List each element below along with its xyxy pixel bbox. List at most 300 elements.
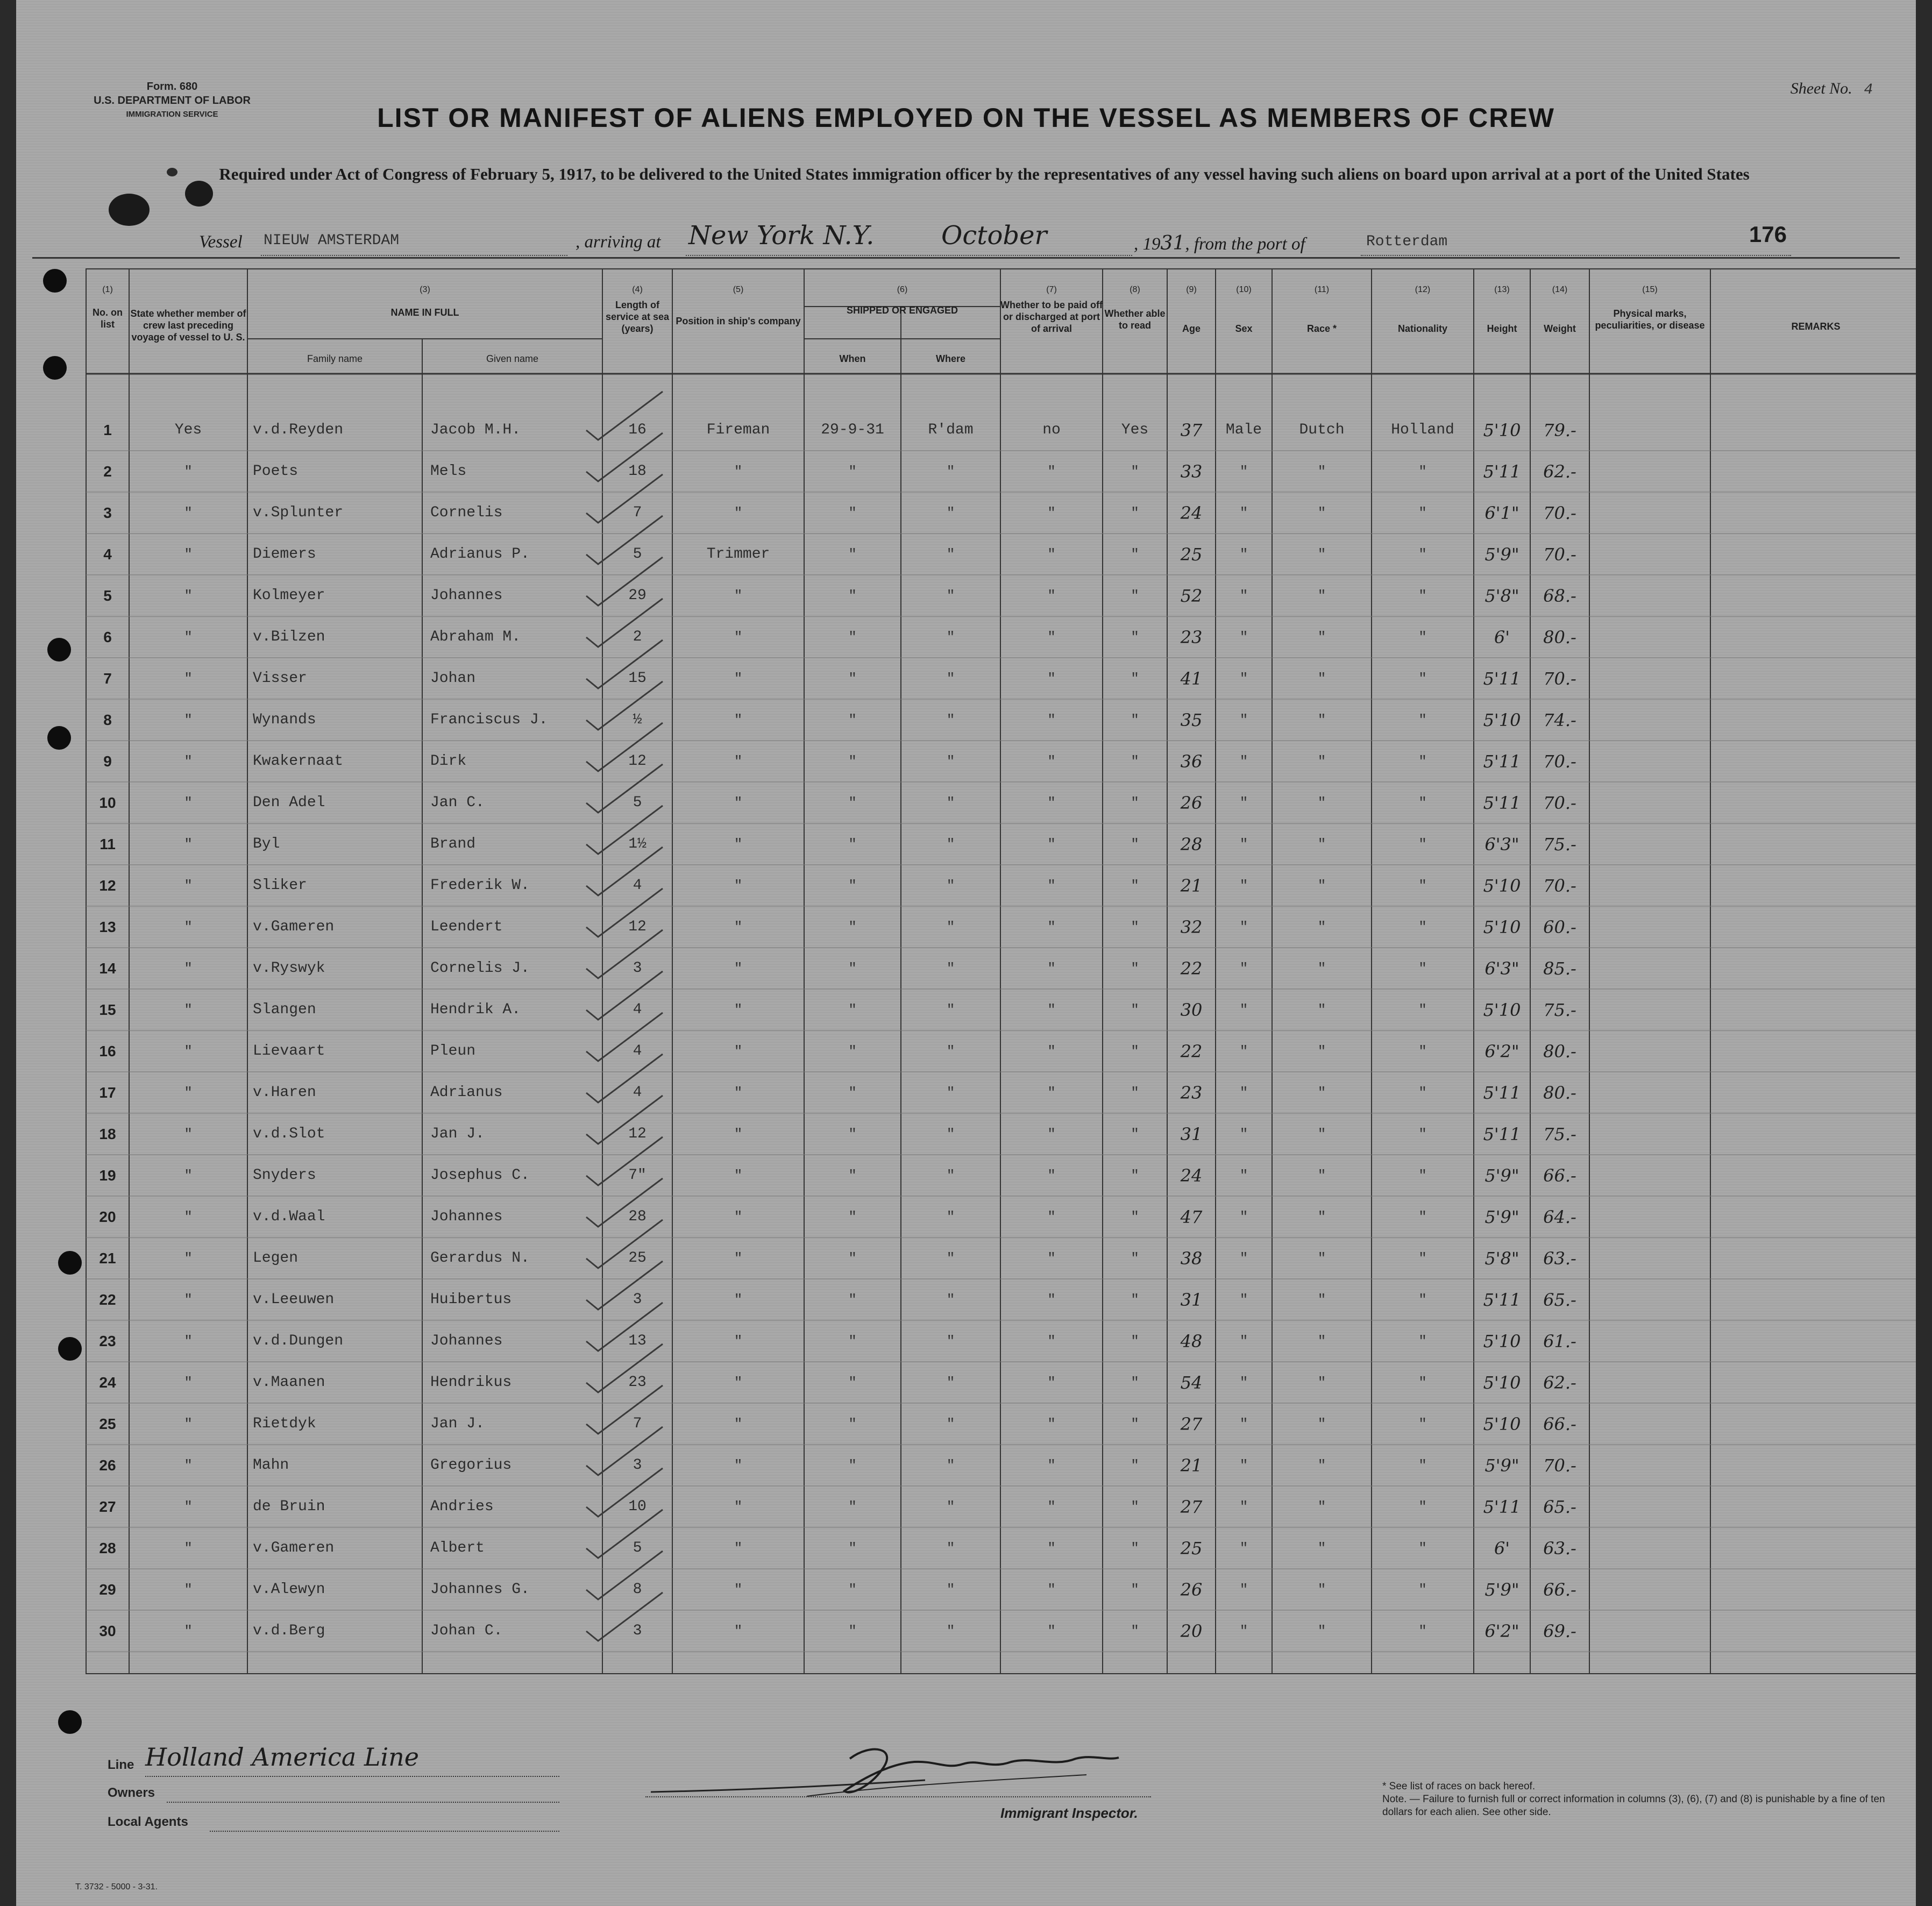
cell-position: "	[734, 1457, 743, 1474]
cell-age: 33	[1180, 461, 1203, 482]
cell-when: "	[848, 1582, 857, 1598]
cell-when: "	[848, 1002, 857, 1018]
cell-read: "	[1131, 1126, 1139, 1142]
cell-race: "	[1317, 961, 1326, 977]
cell-sex: "	[1239, 1416, 1248, 1432]
cell-sex: "	[1239, 588, 1248, 604]
cell-sex: "	[1239, 1292, 1248, 1308]
cell-nationality: "	[1418, 1209, 1427, 1225]
cell-family: v.Splunter	[253, 504, 344, 521]
cell-prev: "	[184, 588, 193, 604]
fine-note: Note. — Failure to furnish full or correct information in columns (3), (6), (7) and (8) is punishable by a fine of ten dollars for each alien. See other side.	[1382, 1794, 1885, 1818]
cell-weight: 70.-	[1543, 793, 1576, 813]
cell-race: "	[1317, 1085, 1326, 1101]
cell-sex: "	[1239, 1209, 1248, 1225]
cell-position: "	[734, 712, 743, 728]
cell-service: 4	[633, 1084, 642, 1101]
cell-nationality: "	[1418, 629, 1427, 645]
cell-age: 21	[1180, 876, 1203, 896]
cell-when: "	[848, 878, 857, 894]
cell-service: 10	[628, 1498, 647, 1515]
cell-nationality: "	[1418, 878, 1427, 894]
cell-race: "	[1317, 1250, 1326, 1267]
col-header-family-name: Family name	[307, 353, 363, 364]
cell-when: "	[848, 1375, 857, 1391]
col-10-number: (10)	[1236, 285, 1252, 294]
cell-when: "	[848, 588, 857, 604]
cell-given: Hendrik A.	[430, 1001, 521, 1018]
cell-weight: 74.-	[1543, 710, 1576, 730]
cell-family: Rietdyk	[253, 1416, 316, 1432]
cell-family: Wynands	[253, 712, 316, 728]
cell-paid-off: "	[1047, 1375, 1056, 1391]
cell-read: Yes	[1121, 422, 1149, 438]
cell-service: 23	[628, 1374, 647, 1391]
cell-position: "	[734, 1499, 743, 1515]
cell-weight: 62.-	[1543, 1372, 1576, 1393]
col-5-number: (5)	[733, 285, 744, 294]
cell-nationality: "	[1418, 919, 1427, 935]
col-8-number: (8)	[1130, 285, 1140, 294]
cell-family: v.Haren	[253, 1084, 316, 1101]
cell-given: Brand	[430, 836, 476, 852]
cell-prev: "	[184, 1126, 193, 1142]
cell-family: v.d.Dungen	[253, 1333, 344, 1349]
cell-paid-off: "	[1047, 878, 1056, 894]
cell-height: 5'10	[1483, 710, 1521, 730]
cell-weight: 63.-	[1543, 1248, 1576, 1269]
col-header-physical-marks: Physical marks, peculiarities, or disease	[1595, 308, 1705, 331]
cell-service: 5	[633, 1540, 642, 1556]
cell-prev: "	[184, 1002, 193, 1018]
cell-prev: "	[184, 1457, 193, 1474]
cell-position: "	[734, 795, 743, 811]
cell-family: Visser	[253, 670, 307, 687]
cell-race: "	[1317, 1209, 1326, 1225]
cell-given: Adrianus	[430, 1084, 503, 1101]
col-header-height: Height	[1487, 323, 1517, 334]
cell-given: Huibertus	[430, 1291, 512, 1308]
row-number: 25	[99, 1416, 116, 1432]
cell-prev: "	[184, 1292, 193, 1308]
cell-service: 18	[628, 463, 647, 480]
cell-given: Jan J.	[430, 1416, 485, 1432]
cell-sex: "	[1239, 753, 1248, 770]
cell-where: "	[946, 1043, 955, 1059]
departure-port: Rotterdam	[1366, 233, 1448, 250]
line-label: Line	[108, 1758, 134, 1772]
cell-read: "	[1131, 1043, 1139, 1059]
cell-nationality: "	[1418, 1623, 1427, 1639]
cell-race: "	[1317, 919, 1326, 935]
cell-race: "	[1317, 671, 1326, 687]
cell-where: "	[946, 505, 955, 521]
cell-given: Johan	[430, 670, 476, 687]
cell-height: 5'11	[1483, 1290, 1521, 1310]
cell-sex: "	[1239, 629, 1248, 645]
service-name: IMMIGRATION SERVICE	[126, 110, 218, 119]
cell-position: "	[734, 1375, 743, 1391]
cell-weight: 75.-	[1543, 834, 1576, 855]
cell-family: Kolmeyer	[253, 587, 325, 604]
row-number: 9	[103, 753, 112, 770]
cell-position: "	[734, 671, 743, 687]
cell-read: "	[1131, 671, 1139, 687]
cell-when: 29-9-31	[821, 422, 884, 438]
cell-service: 12	[628, 1126, 647, 1142]
cell-position: "	[734, 1168, 743, 1184]
cell-height: 5'10	[1483, 1372, 1521, 1393]
cell-sex: "	[1239, 1499, 1248, 1515]
cell-weight: 79.-	[1543, 420, 1576, 440]
col-3-number: (3)	[420, 285, 430, 294]
cell-where: "	[946, 588, 955, 604]
cell-weight: 64.-	[1543, 1207, 1576, 1227]
cell-weight: 70.-	[1543, 668, 1576, 689]
cell-prev: "	[184, 795, 193, 811]
cell-weight: 70.-	[1543, 503, 1576, 523]
cell-prev: "	[184, 1540, 193, 1556]
cell-height: 5'10	[1483, 1331, 1521, 1352]
col-14-number: (14)	[1552, 285, 1568, 294]
cell-sex: "	[1239, 1085, 1248, 1101]
col-header-paid-off: Whether to be paid off or discharged at port of arrival	[1000, 300, 1103, 334]
cell-nationality: Holland	[1391, 422, 1454, 438]
cell-when: "	[848, 1540, 857, 1556]
cell-when: "	[848, 919, 857, 935]
cell-age: 31	[1180, 1290, 1203, 1310]
cell-sex: "	[1239, 1002, 1248, 1018]
cell-sex: "	[1239, 1126, 1248, 1142]
cell-where: "	[946, 712, 955, 728]
cell-where: "	[946, 1209, 955, 1225]
cell-sex: "	[1239, 1168, 1248, 1184]
row-number: 5	[103, 587, 112, 604]
cell-height: 6'	[1494, 1538, 1510, 1559]
row-number: 17	[99, 1084, 116, 1101]
cell-family: v.d.Waal	[253, 1208, 325, 1225]
cell-weight: 68.-	[1543, 586, 1576, 606]
cell-given: Johannes	[430, 587, 503, 604]
col-header-position: Position in ship's company	[676, 316, 801, 326]
col-header-length-of-service: Length of service at sea (years)	[605, 300, 670, 334]
cell-age: 20	[1180, 1621, 1203, 1641]
cell-age: 25	[1180, 544, 1203, 565]
cell-age: 21	[1180, 1455, 1203, 1476]
cell-where: "	[946, 1499, 955, 1515]
arrival-port-handwritten: New York N.Y.	[688, 221, 875, 251]
cell-read: "	[1131, 1209, 1139, 1225]
cell-race: "	[1317, 1416, 1326, 1432]
cell-weight: 70.-	[1543, 751, 1576, 772]
cell-when: "	[848, 546, 857, 563]
cell-nationality: "	[1418, 753, 1427, 770]
cell-where: "	[946, 1416, 955, 1432]
cell-family: v.Leeuwen	[253, 1291, 335, 1308]
cell-given: Cornelis	[430, 504, 503, 521]
col-7-number: (7)	[1046, 285, 1057, 294]
cell-where: "	[946, 1168, 955, 1184]
cell-read: "	[1131, 546, 1139, 563]
cell-age: 52	[1180, 586, 1203, 606]
cell-weight: 85.-	[1543, 958, 1576, 979]
cell-when: "	[848, 712, 857, 728]
cell-given: Josephus C.	[430, 1167, 530, 1184]
cell-position: "	[734, 1043, 743, 1059]
cell-family: Legen	[253, 1250, 299, 1267]
cell-prev: "	[184, 546, 193, 563]
cell-height: 5'8"	[1484, 586, 1519, 606]
cell-age: 25	[1180, 1538, 1203, 1559]
col-header-name-in-full: NAME IN FULL	[390, 307, 459, 318]
cell-nationality: "	[1418, 1126, 1427, 1142]
cell-race: "	[1317, 878, 1326, 894]
cell-service: 5	[633, 546, 642, 563]
cell-family: v.Gameren	[253, 1540, 335, 1556]
row-number: 13	[99, 919, 116, 935]
cell-family: v.d.Reyden	[253, 422, 344, 438]
cell-when: "	[848, 1043, 857, 1059]
cell-weight: 65.-	[1543, 1290, 1576, 1310]
cell-position: "	[734, 836, 743, 852]
cell-paid-off: "	[1047, 671, 1056, 687]
cell-service: 4	[633, 1043, 642, 1059]
cell-race: "	[1317, 546, 1326, 563]
cell-nationality: "	[1418, 1582, 1427, 1598]
col-4-number: (4)	[632, 285, 643, 294]
cell-weight: 75.-	[1543, 1124, 1576, 1144]
cell-position: "	[734, 1209, 743, 1225]
cell-family: Mahn	[253, 1457, 289, 1474]
cell-prev: "	[184, 629, 193, 645]
cell-paid-off: "	[1047, 1499, 1056, 1515]
inspector-signature	[645, 1743, 1183, 1807]
cell-service: 1½	[628, 836, 647, 852]
cell-service: 7	[633, 1416, 642, 1432]
cell-position: "	[734, 1540, 743, 1556]
cell-weight: 70.-	[1543, 876, 1576, 896]
cell-sex: "	[1239, 961, 1248, 977]
cell-position: "	[734, 464, 743, 480]
cell-paid-off: "	[1047, 588, 1056, 604]
cell-race: "	[1317, 1333, 1326, 1349]
cell-position: "	[734, 961, 743, 977]
cell-position: "	[734, 505, 743, 521]
cell-where: "	[946, 1126, 955, 1142]
col-header-able-to-read: Whether able to read	[1104, 308, 1166, 331]
cell-service: 8	[633, 1581, 642, 1598]
col-12-number: (12)	[1415, 285, 1431, 294]
cell-height: 5'11	[1483, 1124, 1521, 1144]
cell-service: 29	[628, 587, 647, 604]
cell-age: 26	[1180, 793, 1203, 813]
cell-paid-off: "	[1047, 1582, 1056, 1598]
cell-where: "	[946, 1375, 955, 1391]
cell-nationality: "	[1418, 795, 1427, 811]
cell-weight: 80.-	[1543, 1083, 1576, 1103]
cell-paid-off: "	[1047, 1292, 1056, 1308]
row-number: 12	[99, 877, 116, 894]
cell-paid-off: "	[1047, 629, 1056, 645]
cell-nationality: "	[1418, 712, 1427, 728]
cell-height: 6'2"	[1484, 1621, 1519, 1641]
cell-age: 47	[1180, 1207, 1203, 1227]
footer-notes	[1382, 1780, 1899, 1819]
cell-sex: "	[1239, 671, 1248, 687]
cell-given: Mels	[430, 463, 467, 480]
cell-age: 54	[1180, 1372, 1203, 1393]
cell-paid-off: "	[1047, 1416, 1056, 1432]
cell-when: "	[848, 961, 857, 977]
cell-position: "	[734, 753, 743, 770]
cell-when: "	[848, 1333, 857, 1349]
cell-age: 30	[1180, 1000, 1203, 1020]
cell-sex: "	[1239, 1250, 1248, 1267]
row-number: 21	[99, 1250, 116, 1267]
cell-paid-off: "	[1047, 1333, 1056, 1349]
cell-family: v.Bilzen	[253, 629, 325, 645]
cell-age: 26	[1180, 1580, 1203, 1600]
cell-weight: 65.-	[1543, 1497, 1576, 1517]
cell-position: "	[734, 1582, 743, 1598]
cell-age: 37	[1180, 420, 1203, 440]
cell-service: 2	[633, 629, 642, 645]
cell-read: "	[1131, 712, 1139, 728]
arriving-label: , arriving at	[576, 232, 661, 252]
cell-given: Johannes	[430, 1333, 503, 1349]
cell-nationality: "	[1418, 1085, 1427, 1101]
cell-prev: "	[184, 836, 193, 852]
cell-age: 27	[1180, 1414, 1203, 1434]
cell-read: "	[1131, 1416, 1139, 1432]
cell-when: "	[848, 1250, 857, 1267]
sheet-number-value: 4	[1864, 82, 1873, 98]
cell-height: 5'11	[1483, 751, 1521, 772]
cell-family: v.Alewyn	[253, 1581, 325, 1598]
cell-height: 5'11	[1483, 461, 1521, 482]
cell-read: "	[1131, 1333, 1139, 1349]
cell-when: "	[848, 629, 857, 645]
col-header-nationality: Nationality	[1397, 323, 1447, 334]
cell-service: 3	[633, 1623, 642, 1639]
cell-family: Lievaart	[253, 1043, 325, 1059]
cell-where: "	[946, 1002, 955, 1018]
cell-where: "	[946, 1540, 955, 1556]
cell-where: "	[946, 546, 955, 563]
cell-paid-off: "	[1047, 1043, 1056, 1059]
cell-age: 48	[1180, 1331, 1203, 1352]
cell-when: "	[848, 753, 857, 770]
cell-race: "	[1317, 1457, 1326, 1474]
cell-age: 41	[1180, 668, 1203, 689]
cell-position: "	[734, 629, 743, 645]
cell-given: Albert	[430, 1540, 485, 1556]
cell-weight: 61.-	[1543, 1331, 1576, 1352]
cell-sex: "	[1239, 546, 1248, 563]
cell-race: Dutch	[1299, 422, 1345, 438]
vessel-label: Vessel	[199, 232, 243, 252]
cell-given: Abraham M.	[430, 629, 521, 645]
cell-when: "	[848, 1499, 857, 1515]
cell-position: "	[734, 919, 743, 935]
cell-family: v.d.Slot	[253, 1126, 325, 1142]
cell-height: 5'9"	[1484, 1455, 1519, 1476]
cell-age: 32	[1180, 917, 1203, 937]
cell-race: "	[1317, 836, 1326, 852]
col-header-state-whether: State whether member of crew last preceding voyage of vessel to U. S.	[130, 308, 246, 343]
local-agents-label: Local Agents	[108, 1815, 188, 1829]
cell-read: "	[1131, 464, 1139, 480]
cell-read: "	[1131, 836, 1139, 852]
cell-given: Leendert	[430, 919, 503, 935]
cell-where: "	[946, 1085, 955, 1101]
cell-where: "	[946, 671, 955, 687]
col-header-race: Race *	[1306, 323, 1337, 334]
cell-service: 12	[628, 919, 647, 935]
cell-family: v.Maanen	[253, 1374, 325, 1391]
cell-sex: "	[1239, 878, 1248, 894]
row-number: 10	[99, 794, 116, 811]
cell-height: 5'11	[1483, 793, 1521, 813]
cell-sex: "	[1239, 1333, 1248, 1349]
cell-weight: 70.-	[1543, 544, 1576, 565]
cell-paid-off: "	[1047, 1540, 1056, 1556]
col-11-number: (11)	[1314, 285, 1330, 294]
cell-service: 3	[633, 960, 642, 977]
cell-prev: "	[184, 1416, 193, 1432]
cell-read: "	[1131, 878, 1139, 894]
cell-height: 5'9"	[1484, 544, 1519, 565]
cell-given: Jan J.	[430, 1126, 485, 1142]
cell-sex: "	[1239, 1540, 1248, 1556]
cell-age: 35	[1180, 710, 1203, 730]
row-number: 23	[99, 1333, 116, 1349]
row-number: 26	[99, 1457, 116, 1474]
cell-paid-off: "	[1047, 1126, 1056, 1142]
cell-age: 24	[1180, 503, 1203, 523]
cell-where: "	[946, 1250, 955, 1267]
cell-weight: 66.-	[1543, 1165, 1576, 1186]
cell-service: 12	[628, 753, 647, 770]
cell-nationality: "	[1418, 1540, 1427, 1556]
cell-race: "	[1317, 464, 1326, 480]
row-number: 2	[103, 463, 112, 480]
row-number: 1	[103, 422, 112, 438]
cell-given: Gerardus N.	[430, 1250, 530, 1267]
cell-prev: "	[184, 1168, 193, 1184]
row-number: 7	[103, 670, 112, 687]
cell-position: "	[734, 1292, 743, 1308]
cell-age: 38	[1180, 1248, 1203, 1269]
cell-where: "	[946, 629, 955, 645]
cell-service: 13	[628, 1333, 647, 1349]
owners-label: Owners	[108, 1786, 155, 1800]
cell-paid-off: no	[1042, 422, 1061, 438]
cell-nationality: "	[1418, 1499, 1427, 1515]
cell-weight: 80.-	[1543, 1041, 1576, 1062]
cell-nationality: "	[1418, 836, 1427, 852]
cell-nationality: "	[1418, 671, 1427, 687]
row-number: 3	[103, 504, 112, 521]
cell-height: 5'10	[1483, 420, 1521, 440]
cell-read: "	[1131, 1457, 1139, 1474]
cell-age: 27	[1180, 1497, 1203, 1517]
cell-service: 4	[633, 1001, 642, 1018]
cell-race: "	[1317, 1002, 1326, 1018]
cell-paid-off: "	[1047, 505, 1056, 521]
col-9-number: (9)	[1186, 285, 1197, 294]
cell-race: "	[1317, 1126, 1326, 1142]
